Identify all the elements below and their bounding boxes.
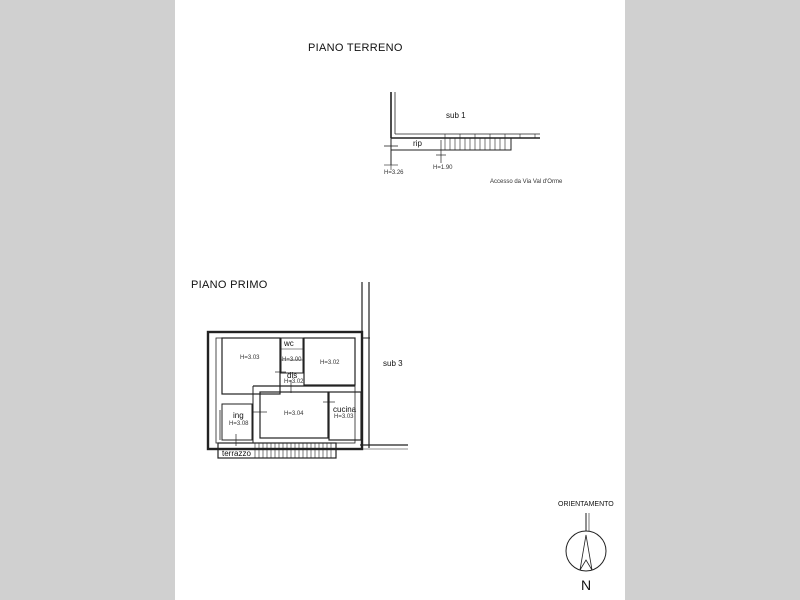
ground-unit-label: sub 1: [446, 111, 466, 120]
cucina-label: cucina: [333, 405, 357, 414]
cucina-height: H=3.03: [334, 414, 354, 420]
orientation-label: ORIENTAMENTO: [558, 501, 614, 508]
room-nw-height: H=3.03: [240, 355, 260, 361]
north-label: N: [581, 577, 592, 593]
wc-height: H=3.00: [282, 357, 302, 363]
first-floor-stairs: [255, 443, 331, 458]
ing-height: H=3.08: [229, 421, 249, 427]
room-ne-height: H=3.02: [320, 360, 340, 366]
first-floor-title: PIANO PRIMO: [191, 279, 268, 291]
compass-icon: [566, 513, 606, 571]
room-center-height: H=3.04: [284, 411, 304, 417]
ground-floor-title: PIANO TERRENO: [308, 42, 403, 54]
access-note: Accesso da Via Val d'Orme: [490, 179, 563, 185]
ground-height-left: H=3.26: [384, 170, 404, 176]
ground-floor-plan: [384, 92, 540, 170]
dis-height: H=3.02: [284, 379, 304, 385]
first-unit-label: sub 3: [383, 359, 403, 368]
ing-label: ing: [233, 411, 244, 420]
ground-room-label: rip: [413, 139, 422, 148]
wc-label: wc: [284, 339, 294, 348]
first-floor-plan: [208, 282, 408, 458]
ground-stairs: [445, 134, 535, 150]
terrazzo-label: terrazzo: [222, 449, 251, 458]
ground-height-right: H=1.90: [433, 165, 453, 171]
dis-label: dis: [287, 371, 298, 380]
